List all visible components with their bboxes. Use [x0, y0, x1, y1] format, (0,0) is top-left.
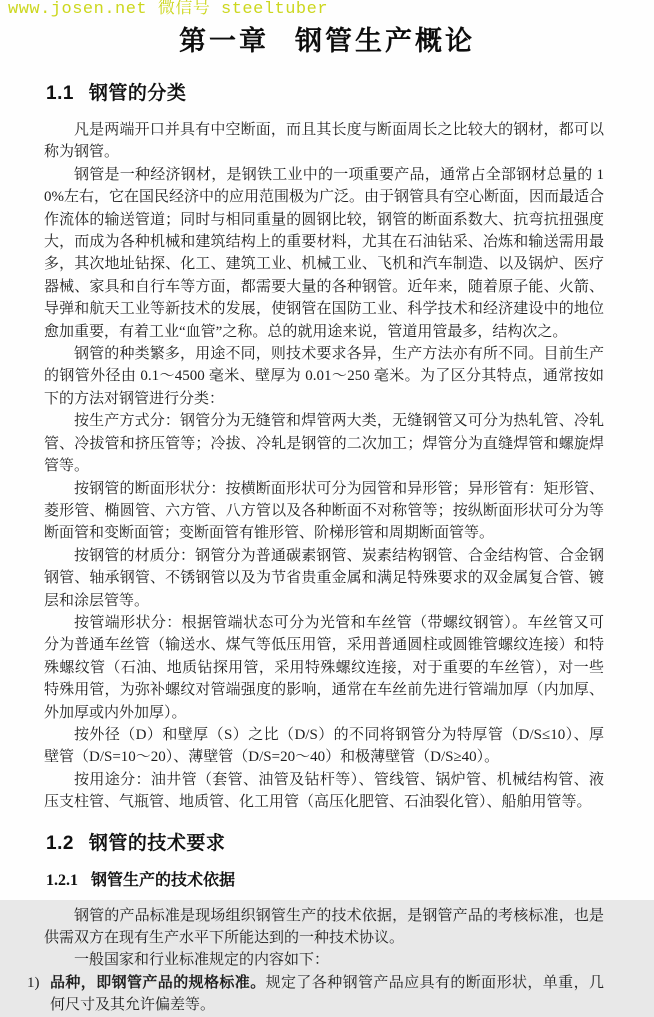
chapter-number: 第一章	[179, 26, 269, 56]
subsection-title: 钢管生产的技术依据	[91, 871, 236, 889]
paragraph: 钢管的产品标准是现场组织钢管生产的技术依据，是钢管产品的考核标准，也是供需双方在现有生产水平下所能达到的一种技术协议。	[44, 907, 604, 946]
section-number: 1.2	[46, 832, 74, 854]
paragraph: 一般国家和行业标准规定的内容如下：	[74, 952, 330, 969]
paragraph: 按管端形状分：根据管端状态可分为光管和车丝管（带螺纹钢管）。车丝管又可分为普通车丝管（输送水、煤气等低压用管，采用普通圆柱或圆锥管螺纹连接）和特殊螺纹管（石油、地质钻探用管，采用特殊螺纹连接，对于重要的车丝管），对一些特殊用管，为弥补螺纹对管端强度的影响，通常在车丝前先进行管端加厚（内加厚、外加厚或内外加厚）。	[44, 614, 604, 721]
list-item-body: 规定了各种钢管产品应具有的断面形状，单重，几何尺寸及其允许偏差等。	[50, 974, 604, 1014]
paragraph: 按钢管的断面形状分：按横断面形状可分为园管和异形管；异形管有：矩形管、菱形管、椭圆管、六方管、八方管以及各种断面不对称管等；按纵断面形状可分为等断面管和变断面管；变断面管有锥形管、阶梯形管和周期断面管等。	[44, 480, 604, 542]
section-title: 钢管的分类	[88, 83, 187, 104]
paragraph: 按外径（D）和壁厚（S）之比（D/S）的不同将钢管分为特厚管（D/S≤10）、厚壁管（D/S=10～20）、薄壁管（D/S=20～40）和极薄壁管（D/S≥40）。	[44, 726, 604, 766]
paragraph: 凡是两端开口并具有中空断面，而且其长度与断面周长之比较大的钢材，都可以称为钢管。	[44, 122, 604, 161]
paragraph: 按生产方式分：钢管分为无缝管和焊管两大类，无缝钢管又可分为热轧管、冷轧管、冷拔管和挤压管等；冷拔、冷轧是钢管的二次加工；焊管分为直缝焊管和螺旋焊管等。	[44, 413, 604, 475]
paragraph: 按钢管的材质分：钢管分为普通碳素钢管、炭素结构钢管、合金结构管、合金钢钢管、轴承钢管、不锈钢管以及为节省贵重金属和满足特殊要求的双金属复合管、镀层和涂层管等。	[44, 547, 604, 609]
subsection-number: 1.2.1	[46, 871, 78, 889]
paragraph: 钢管是一种经济钢材，是钢铁工业中的一项重要产品，通常占全部钢材总量的 10%左右，它在国民经济中的应用范围极为广泛。由于钢管具有空心断面，因而最适合作流体的输送管道；同时与相同重量的圆钢比较，钢管的断面系数大、抗弯抗扭强度大，而成为各种机械和建筑结构上的重要材料，尤其在石油钻采、冶炼和输送需用最多，其次地址钻探、化工、建筑工业、机械工业、飞机和汽车制造、以及锅炉、医疗器械、家具和自行车等方面，都需要大量的各种钢管。近年来，随着原子能、火箭、导弹和航天工业等新技术的发展，使钢管在国防工业、科学技术和经济建设中的地位愈加重要，有着工业“血管”之称。总的就用途来说，管道用管最多，结构次之。	[44, 166, 604, 340]
paragraph: 钢管的种类繁多，用途不同，则技术要求各异，生产方法亦有所不同。目前生产的钢管外径由 0.1～4500 毫米、壁厚为 0.01～250 毫米。为了区分其特点，通常按如下的方法对钢管进行分类：	[44, 346, 604, 407]
chapter-name: 钢管生产概论	[295, 26, 475, 56]
watermark-text: www.josen.net 微信号 steeltuber	[8, 0, 329, 19]
section-heading-1-2	[46, 832, 604, 856]
list-item-text	[50, 972, 604, 1017]
section-heading-1-1	[46, 82, 604, 106]
numbered-list-item	[27, 972, 604, 1017]
section-title: 钢管的技术要求	[88, 832, 226, 854]
paragraph: 按用途分：油井管（套管、油管及钻杆等）、管线管、锅炉管、机械结构管、液压支柱管、气瓶管、地质管、化工用管（高压化肥管、石油裂化管）、船舶用管等。	[44, 771, 604, 811]
list-item-bold-lead: 品种，即钢管产品的规格标准。	[50, 974, 266, 991]
list-item-marker: 1)	[27, 974, 40, 991]
section-number: 1.1	[46, 83, 74, 104]
page-content	[27, 82, 604, 1017]
subsection-heading-1-2-1	[46, 871, 604, 891]
